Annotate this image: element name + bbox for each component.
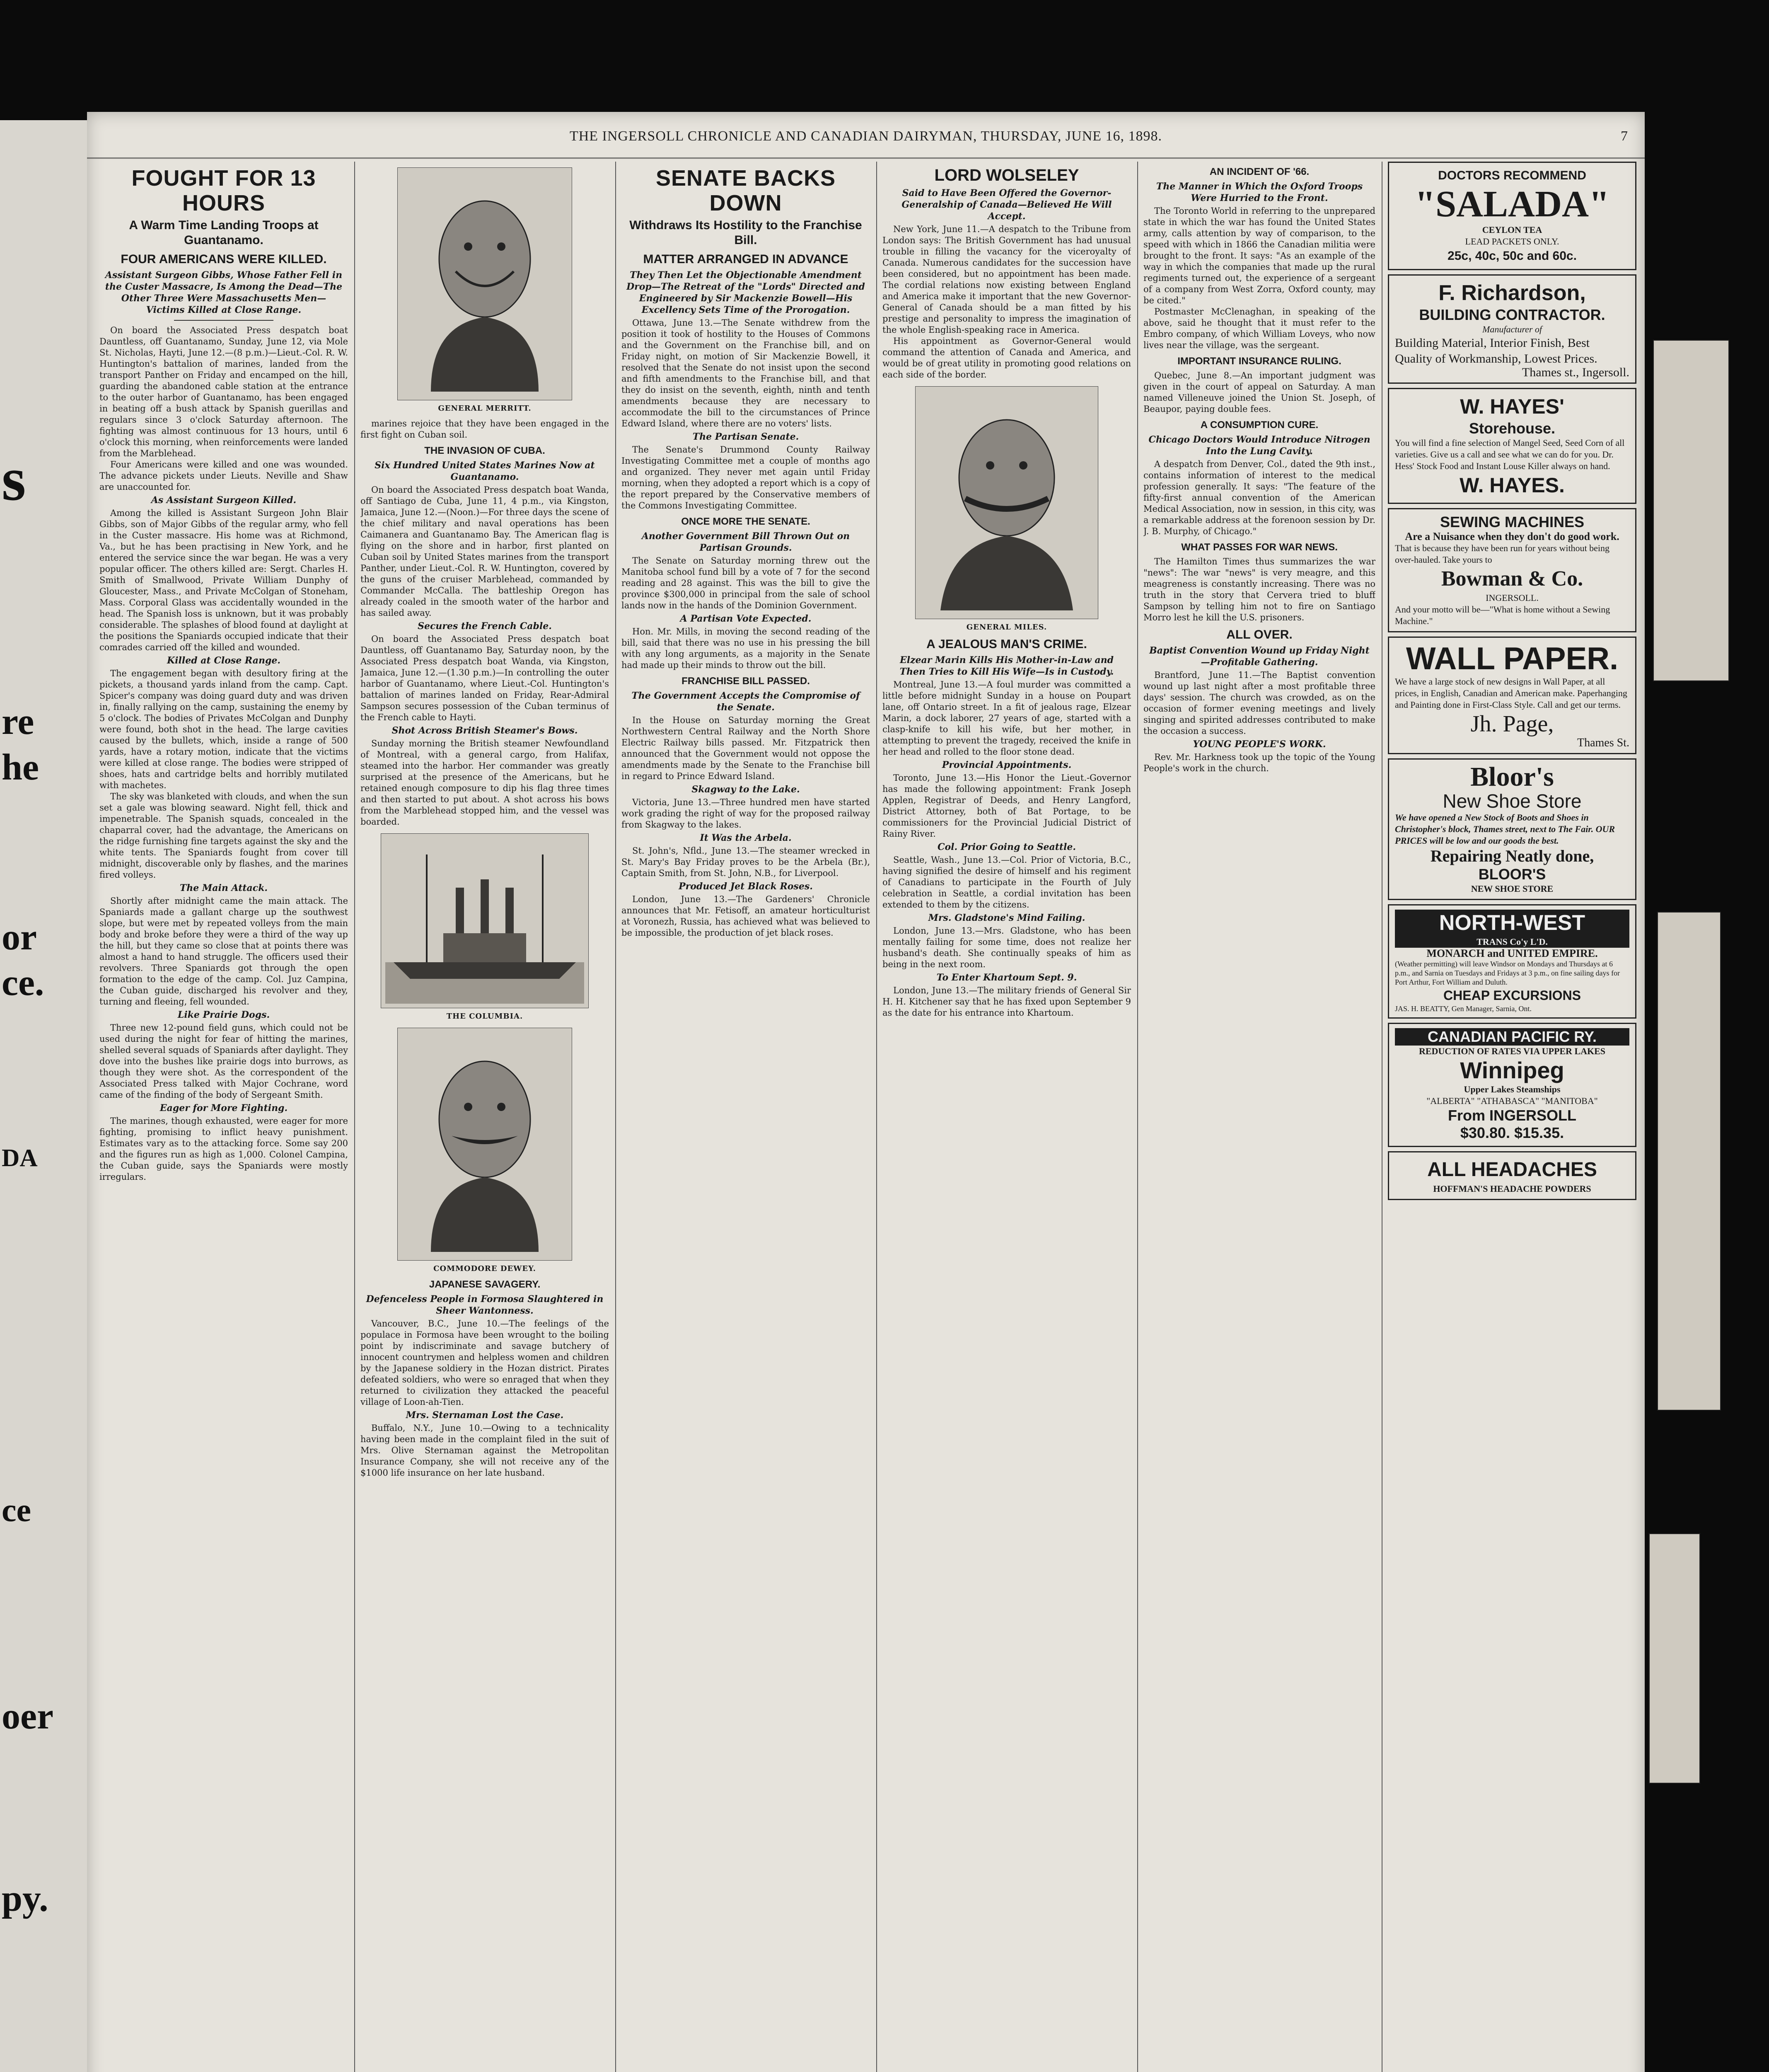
headline-once-more: ONCE MORE THE SENATE. — [681, 516, 810, 527]
ad-text: We have a large stock of new designs in Wall Paper, at all prices, in English, Canadian and American make. Paperhanging and Painting done in First-Class Style. Call and get our terms. — [1395, 676, 1627, 710]
article-paragraph: The sky was blanketed with clouds, and when the sun set a gale was blowing seaward. Night fell, thick and impenetrable. The Spanish squads, concealed in the chaparral cover, had the advantage, the Americans on the ridge furnishing fine targets against the sky and the white tents. The Spaniards fought from cover till midnight, discoverable only by flashes, and the marines fired volleys. — [99, 792, 348, 880]
headline-all-over: ALL OVER. — [1226, 628, 1293, 641]
article-paragraph: Seattle, Wash., June 13.—Col. Prior of Victoria, B.C., having signified the desire of himself and his regiment of Canadians to participate in the Fourth of July celebration in Seattle, a cordial invitation has been extended to them by the citizens. — [882, 855, 1131, 910]
ad-text: "ALBERTA" "ATHABASCA" "MANITOBA" — [1426, 1096, 1598, 1106]
ad-cpr — [1388, 1023, 1636, 1147]
ad-text: NEW SHOE STORE — [1471, 884, 1554, 894]
ad-heading: WALL PAPER. — [1406, 641, 1619, 676]
subhead: Withdraws Its Hostility to the Franchise Bill. — [629, 218, 862, 247]
ad-richardson — [1388, 274, 1636, 384]
ad-text: HOFFMAN'S HEADACHE POWDERS — [1433, 1184, 1591, 1194]
section-heading: Like Prairie Dogs. — [177, 1009, 270, 1020]
deck: They Then Let the Objectionable Amendment Drop—The Retreat of the "Lords" Directed and Engineered by Sir Mackenzie Bowell—His Excellency Sets Time of the Prorogation. — [626, 270, 865, 315]
deck: The Manner in Which the Oxford Troops Were Hurried to the Front. — [1156, 181, 1363, 203]
article-paragraph: New York, June 11.—A despatch to the Tribune from London says: The British Government has had unusual trouble in filling the vacancy for the viceroyalty of Canada. Numerous candidates for the succession have been considered, but no appointment has been made. The cordial relations now existing between England and America make it important that the new Governor-General of Canada should be a man fitted by his prestige and personality to impress the imagination of the whole English-speaking race in America. — [882, 224, 1131, 335]
section-heading: As Assistant Surgeon Killed. — [151, 495, 297, 506]
article-paragraph: St. John's, Nfld., June 13.—The steamer wrecked in St. Mary's Bay Friday proves to be the Arbela (Br.), Captain Smith, from St. John, N.B., for Liverpool. — [621, 846, 870, 878]
article-paragraph: On board the Associated Press despatch boat Dauntless, off Guantanamo Bay, Saturday noon, by the Associated Press despatch boat Wanda, via Kingston, Jamaica, June 12.—(1.30 p.m.)—In controlling the outer harbor of Guantanamo, where Lieut.-Col. Huntington's battalion of marines landed on Friday, Rear-Admiral Sampson secures possession of the Cuban terminus of the French cable to Hayti. — [360, 634, 609, 722]
headline-invasion: THE INVASION OF CUBA. — [424, 445, 545, 456]
article-paragraph: Victoria, June 13.—Three hundred men have started work grading the right of way for the proposed railway from Skagway to the lakes. — [621, 797, 870, 830]
ad-heading: Bloor's — [1470, 762, 1554, 792]
ad-heading: NORTH-WEST — [1395, 910, 1629, 936]
ad-heading: Winnipeg — [1460, 1057, 1564, 1083]
deck: The Government Accepts the Compromise of the Senate. — [631, 690, 860, 713]
masthead — [87, 128, 1645, 159]
article-paragraph: The Senate's Drummond County Railway Investigating Committee met a couple of months ago and organized. They never met again until Friday morning, when they adopted a report which is a copy of the report prepared by the Conservative members of the Commons Investigating Committee. — [621, 445, 870, 511]
article-paragraph: Ottawa, June 13.—The Senate withdrew from the position it took of hostility to the Houses of Commons and the Government on the Franchise bill, and on Friday night, on motion of Sir Mackenzie Bowell, it resolved that the Senate do not insist upon the second and fifth amendments to the Franchise bill, and that they do insist on the seventh, eighth, ninth and tenth amendments because they are necessary to accommodate the bill to the circumstances of Prince Edward Island, where there are no voters' lists. — [621, 318, 870, 428]
page-number: 7 — [1621, 128, 1628, 144]
deck: Baptist Convention Wound up Friday Night—Profitable Gathering. — [1149, 645, 1370, 668]
ad-text: $30.80. $15.35. — [1460, 1124, 1564, 1141]
ad-text: And your motto will be—"What is home without a Sewing Machine." — [1395, 604, 1610, 626]
article-paragraph: Hon. Mr. Mills, in moving the second reading of the bill, said that there was no use in his pressing the bill with any long arguments, as a majority in the Senate had made up their minds to throw out the bill. — [621, 627, 870, 670]
ad-text: CEYLON TEA — [1482, 225, 1542, 235]
deck: Six Hundred United States Marines Now at Guantanamo. — [375, 460, 595, 482]
section-heading: Mrs. Gladstone's Mind Failing. — [928, 913, 1085, 923]
headline-senate: SENATE BACKS DOWN — [655, 166, 836, 215]
ad-text: DOCTORS RECOMMEND — [1438, 169, 1586, 182]
headline-incident: AN INCIDENT OF '66. — [1209, 166, 1310, 177]
section-heading: The Main Attack. — [179, 883, 268, 893]
ad-text: New Shoe Store — [1443, 790, 1582, 812]
article-paragraph: Brantford, June 11.—The Baptist convention wound up last night after a most profitable three days' session. The church was crowded, as on the occasion of former evening meetings and lively singing and spirited addresses contributed to make the occasion a success. — [1143, 670, 1375, 736]
subhead-advance: MATTER ARRANGED IN ADVANCE — [643, 252, 848, 266]
ad-heading: SEWING MACHINES — [1440, 513, 1584, 530]
article-paragraph: On board the Associated Press despatch boat Dauntless, off Guantanamo, Sunday, June 12, via Mole St. Nicholas, Hayti, June 12.—(8 p.m.)—Lieut.-Col. R. W. Huntington's battalion of marines, landed from the transport Panther on Friday and encamped on the hill, guarding the abandoned cable station at the entrance to the outer harbor of Guantanamo, has been engaged in beating off a bush attack by Spanish guerillas and regulars since 3 o'clock Saturday afternoon. The fighting was almost continuous for 13 hours, until 6 o'clock this morning, when reinforcements were landed from the Marblehead. — [99, 325, 348, 458]
section-heading: To Enter Khartoum Sept. 9. — [936, 972, 1077, 983]
article-paragraph: The Senate on Saturday morning threw out the Manitoba school fund bill by a vote of 7 for the second reading and 28 against. This was the bill to give the province $300,000 in principal from the sale of school lands now in the hands of the Dominion Government. — [621, 556, 870, 610]
article-paragraph: London, June 13.—The Gardeners' Chronicle announces that Mr. Fetisoff, an amateur horticulturist at Voronezh, Russia, has achieved what was believed to be impossible, the production of jet black roses. — [621, 894, 870, 938]
section-heading: It Was the Arbela. — [700, 833, 792, 843]
article-paragraph: Rev. Mr. Harkness took up the topic of the Young People's work in the church. — [1143, 752, 1375, 773]
ad-heading: CANADIAN PACIFIC RY. — [1395, 1028, 1629, 1046]
fragment-text: oer — [2, 1696, 53, 1737]
article-paragraph: Vancouver, B.C., June 10.—The feelings of the populace in Formosa have been wrought to the boiling point by indiscriminate and savage butchery of innocent countrymen and helpless women and children by the Japanese soldiery in the Hozan district. Pirates defeated soldiers, who were so enraged that when they returned to civilization they attacked the peaceful village of Loon-ah-Tien. — [360, 1319, 609, 1407]
right-margin — [1645, 124, 1769, 2072]
article-paragraph: A despatch from Denver, Col., dated the 9th inst., contains information of interest to the medical profession generally. It says: "The feature of the fifty-first annual convention of the American Medical Association, now in session, in this city, was a remarkable address at the forenoon session by Dr. J. B. Murphy, of Chicago." — [1143, 459, 1375, 536]
ad-text: TRANS Co'y L'D. — [1395, 936, 1629, 948]
article-paragraph: Montreal, June 13.—A foul murder was committed a little before midnight Sunday in a house on Poupart lane, off Ontario street. In a fit of jealous rage, Elzear Marin, a dock laborer, 27 years of age, started with a clasp-knife to kill his wife, but her mother, in attempting to prevent the tragedy, received the knife in her head and rolled to the floor stone dead. — [882, 680, 1131, 757]
ad-text: From INGERSOLL — [1448, 1107, 1576, 1124]
ad-bloor — [1388, 758, 1636, 900]
ad-text: 25c, 40c, 50c and 60c. — [1448, 249, 1577, 263]
section-heading: Secures the French Cable. — [418, 621, 552, 632]
fragment-text: re — [2, 701, 34, 742]
fragment-text: DA — [2, 1144, 38, 1172]
ad-heading: F. Richardson, — [1438, 281, 1586, 305]
article-paragraph: The marines, though exhausted, were eager for more fighting, promising to inflict heavy punishment. Estimates vary as to the attacking force. Some say 200 and the figures run as high as 1,000. Colonel Campina, the Cuban guide, says the Spaniards were mostly irregulars. — [99, 1116, 348, 1182]
headline-franchise: FRANCHISE BILL PASSED. — [682, 675, 810, 687]
deck: Chicago Doctors Would Introduce Nitrogen Into the Lung Cavity. — [1148, 434, 1370, 457]
article-paragraph: Postmaster McClenaghan, in speaking of the above, said he thought that it must refer to the Embro company, of which William Loveys, who now lives near the village, was the sergeant. — [1143, 307, 1375, 350]
ad-text: Repairing Neatly done, — [1430, 847, 1594, 865]
column-2 — [360, 162, 609, 2072]
salada-brand: "SALADA" — [1415, 184, 1610, 225]
subhead-killed: FOUR AMERICANS WERE KILLED. — [121, 252, 327, 266]
deck: Elzear Marin Kills His Mother-in-Law and Then Tries to Kill His Wife—Is in Custody. — [899, 655, 1114, 677]
ad-text: Are a Nuisance when they don't do good work. — [1405, 530, 1619, 542]
headline-cure: A CONSUMPTION CURE. — [1200, 419, 1319, 431]
column-1 — [99, 162, 348, 2072]
column-3 — [621, 162, 870, 2072]
section-heading: Produced Jet Black Roses. — [679, 881, 813, 892]
article-paragraph: Among the killed is Assistant Surgeon John Blair Gibbs, son of Major Gibbs of the regular army, who fell in the Custer massacre. His home was at Richmond, Va., but he has been practising in New York, and he entered the service since the war began. He was a very popular officer. The others killed are: Sergt. Charles H. Smith of Smallwood, Private William Dunphy of Gloucester, Mass., and Private McColgan of Stoneham, Mass. Corporal Glass was accidentally wounded in the head. The Spanish loss is unknown, but it was probably considerable. The splashes of blood found at daylight at the positions the Spaniards occupied indicate that their comrades carried off the killed and wounded. — [99, 508, 348, 652]
ad-text: REDUCTION OF RATES VIA UPPER LAKES — [1419, 1046, 1606, 1056]
section-heading: Col. Prior Going to Seattle. — [937, 842, 1076, 852]
column-5 — [1143, 162, 1375, 2072]
section-heading: Eager for More Fighting. — [160, 1103, 288, 1113]
article-paragraph: The Toronto World in referring to the unprepared state in which the war has found the United States army, calls attention by way of comparison, to the speed with which in 1866 the Canadian militia were brought to the front. It says: "As an example of the way in which the companies that made up the rural regiments turned out, the experience of a sergeant of a company from West Zorra, Oxford county, may be cited." — [1143, 206, 1375, 305]
caption-miles: GENERAL MILES. — [966, 623, 1047, 632]
ad-text: We have opened a New Stock of Boots and Shoes in Christopher's block, Thames street, next to The Fair. OUR PRICES will be low and our goods the best. — [1395, 812, 1615, 846]
article-paragraph: In the House on Saturday morning the Great Northwestern Central Railway and the North Shore Electric Railway bills passed. Mr. Fitzpatrick then announced that the Government would not oppose the amendments made by the Senate to the Franchise bill in regard to Prince Edward Island. — [621, 715, 870, 781]
fragment-text: py. — [2, 1878, 48, 1919]
deck: Another Government Bill Thrown Out on Partisan Grounds. — [641, 531, 850, 553]
section-heading: Shot Across British Steamer's Bows. — [392, 725, 578, 736]
article-paragraph: Buffalo, N.Y., June 10.—Owing to a technicality having been made in the complaint filed in the suit of Mrs. Olive Sternaman against the Metropolitan Insurance Company, she will not receive any of the $1000 life insurance on her late husband. — [360, 1423, 609, 1478]
article-paragraph: London, June 13.—The military friends of General Sir H. H. Kitchener say that he has fixed upon September 9 as the date for his entrance into Khartoum. — [882, 985, 1131, 1018]
article-paragraph: His appointment as Governor-General would command the attention of Canada and America, and would be of great utility in promoting good relations on each side of the border. — [882, 336, 1131, 380]
fragment-text: ce — [2, 1492, 31, 1529]
ad-text: That is because they have been run for years without being over-hauled. Take yours to — [1395, 543, 1610, 565]
section-heading: Skagway to the Lake. — [691, 784, 800, 795]
ad-text: Upper Lakes Steamships — [1464, 1084, 1561, 1094]
fragment-text: he — [2, 747, 39, 788]
article-paragraph: Sunday morning the British steamer Newfoundland of Montreal, with a general cargo, from Halifax, steamed into the harbor. Her commander was greatly surprised at the presence of the Americans, but he retained enough composure to dip his flag three times and then started to put about. A shot across his bows from the Marblehead stopped him, and the vessel was boarded. — [360, 738, 609, 827]
caption-columbia: THE COLUMBIA. — [446, 1012, 523, 1021]
ad-text: BLOOR'S — [1478, 866, 1546, 883]
fragment-text: s — [2, 445, 26, 513]
section-heading: A Partisan Vote Expected. — [680, 613, 812, 624]
ad-heading: Bowman & Co. — [1441, 567, 1583, 591]
ad-wallpaper — [1388, 637, 1636, 754]
ad-text: (Weather permitting) will leave Windsor on Mondays and Thursdays at 6 p.m., and Sarnia on Tuesdays and Fridays at 3 p.m., on fine sailing days for Port Arthur, Fort William and Duluth. — [1395, 960, 1620, 986]
headline-insurance: IMPORTANT INSURANCE RULING. — [1177, 356, 1341, 367]
caption-dewey: COMMODORE DEWEY. — [433, 1264, 536, 1273]
article-paragraph: Four Americans were killed and one was wounded. The advance pickets under Lieuts. Neville and Shaw are unaccounted for. — [99, 460, 348, 492]
caption-merritt: GENERAL MERRITT. — [438, 404, 532, 413]
headline-wolseley: LORD WOLSELEY — [934, 166, 1079, 184]
ad-hayes — [1388, 388, 1636, 504]
article-paragraph: Quebec, June 8.—An important judgment was given in the court of appeal on Saturday. A man named Villeneuve joined the Union St. Joseph, of Beaupor, paying double fees. — [1143, 370, 1375, 414]
ad-text: Storehouse. — [1469, 420, 1556, 437]
ad-text: Building Material, Interior Finish, Best Quality of Workmanship, Lowest Prices. — [1395, 336, 1597, 366]
ad-text: JAS. H. BEATTY, Gen Manager, Sarnia, Ont. — [1395, 1005, 1532, 1013]
section-heading: Mrs. Sternaman Lost the Case. — [406, 1410, 564, 1421]
article-paragraph: The Hamilton Times thus summarizes the war "news": The war "news" is very meagre, and this meagreness is constantly increasing. There was no truth in the story that Cervera tried to bluff Sampson by telling him not to fire on Santiago Morro lest he kill the U.S. prisoners. — [1143, 557, 1375, 622]
headline-japanese: JAPANESE SAVAGERY. — [429, 1279, 541, 1290]
headline-jealous: A JEALOUS MAN'S CRIME. — [926, 637, 1087, 651]
column-4 — [882, 162, 1131, 2072]
left-page-fragment — [0, 120, 88, 2072]
article-paragraph: Shortly after midnight came the main attack. The Spaniards made a gallant charge up the southwest slope, but were met by repeated volleys from the main body and broke before they were a third of the way up the hill, but they came so close that at points there was almost a hand to hand struggle. The officers used their revolvers. Three Spaniards got through the open formation to the edge of the camp. Col. Juz Campina, the Cuban guide, discharged his revolver and they, turning and fleeing, fell wounded. — [99, 896, 348, 1007]
ad-text: CHEAP EXCURSIONS — [1443, 988, 1581, 1003]
portrait-miles — [915, 386, 1098, 619]
deck: Assistant Surgeon Gibbs, Whose Father Fell in the Custer Massacre, Is Among the Dead—The Other Three Were Massachusetts Men—Victims Killed at Close Range. — [105, 270, 343, 315]
fragment-text: ce. — [2, 962, 44, 1003]
article-paragraph: On board the Associated Press despatch boat Wanda, off Santiago de Cuba, June 11, 4 p.m., via Kingston, Jamaica, June 12.—(Noon.)—For three days the scene of the chief military and naval operations has been Caimanera and Guantanamo Bay. The American flag is flying on the shore and in harbor, first planted on Cuban soil by United States marines from the transport Panther, under Lieut.-Col. R. W. Huntington, covered by the guns of the cruiser Marblehead, commanded by Commander McCalla. The battleship Oregon has already coaled in the smooth water of the harbor and has sailed away. — [360, 485, 609, 618]
article-paragraph: The engagement began with desultory firing at the pickets, a thousand yards inland from the camp. Capt. Spicer's company was doing guard duty and was driven in, finally rallying on the camp, sustaining the enemy by 5 o'clock. The bodies of Privates McColgan and Dunphy were found, both shot in the head. The large cavities caused by the bullets, which, inside a range of 500 yards, have a rotary motion, indicate that the victims were killed at close range. The bodies were stripped of shoes, hats and cartridge belts and horribly mutilated with machetes. — [99, 668, 348, 790]
illustration-columbia — [381, 833, 589, 1008]
article-paragraph: Toronto, June 13.—His Honor the Lieut.-Governor has made the following appointment: Frank Joseph Applen, Registrar of Deeds, and Henry Langford, District Attorney, both of Bat Portage, to be commissioners for the Provincial Judicial District of Rainy River. — [882, 773, 1131, 839]
ad-sewing — [1388, 508, 1636, 632]
ad-heading: Jh. Page, — [1470, 711, 1554, 737]
ad-heading: W. HAYES. — [1460, 474, 1565, 497]
section-heading: The Partisan Senate. — [692, 431, 799, 442]
section-heading: YOUNG PEOPLE'S WORK. — [1193, 739, 1326, 750]
portrait-dewey — [397, 1028, 572, 1261]
deck: Said to Have Been Offered the Governor-Generalship of Canada—Believed He Will Accept. — [901, 188, 1112, 222]
ad-text: INGERSOLL. — [1486, 593, 1539, 603]
deck: Defenceless People in Formosa Slaughtered in Sheer Wantonness. — [366, 1294, 604, 1316]
ad-northwest — [1388, 904, 1636, 1019]
headline-fought: FOUGHT FOR 13 HOURS — [131, 166, 316, 215]
ad-text: Thames St. — [1577, 736, 1629, 749]
ad-headaches — [1388, 1151, 1636, 1200]
section-heading: Killed at Close Range. — [167, 655, 280, 666]
ad-salada — [1388, 162, 1636, 270]
article-paragraph: marines rejoice that they have been engaged in the first fight on Cuban soil. — [360, 419, 609, 440]
portrait-merritt — [397, 167, 572, 400]
masthead-title: THE INGERSOLL CHRONICLE AND CANADIAN DAIRYMAN, THURSDAY, JUNE 16, 1898. — [569, 128, 1162, 144]
ad-text: Thames st., Ingersoll. — [1522, 366, 1629, 379]
section-heading: Provincial Appointments. — [942, 760, 1072, 770]
column-ads — [1388, 162, 1636, 2072]
fragment-text: or — [2, 917, 37, 958]
ad-heading: ALL HEADACHES — [1427, 1159, 1597, 1181]
subhead: A Warm Time Landing Troops at Guantanamo. — [129, 218, 319, 247]
ad-text: You will find a fine selection of Mangel Seed, Seed Corn of all varieties. Give us a call and see what we can do for you. Dr. Hess' Stock Food and Instant Louse Killer always on hand. — [1395, 438, 1625, 471]
ad-heading: W. HAYES' — [1460, 395, 1564, 418]
newspaper-page — [87, 112, 1645, 2072]
ad-text: BUILDING CONTRACTOR. — [1419, 306, 1605, 323]
ad-text: MONARCH and UNITED EMPIRE. — [1426, 947, 1598, 959]
article-paragraph: London, June 13.—Mrs. Gladstone, who has been mentally failing for some time, does not realize her husband's death. She continually speaks of him as being in the next room. — [882, 926, 1131, 969]
article-paragraph: Three new 12-pound field guns, which could not be used during the night for fear of hitting the marines, shelled several squads of Spaniards after daylight. They dove into the bushes like prairie dogs into burrows, as though they were shot. As the correspondent of the Associated Press talked with Major Cochrane, word came of the finding of the body of Sergeant Smith. — [99, 1023, 348, 1100]
ad-text: LEAD PACKETS ONLY. — [1465, 236, 1559, 247]
headline-war-news: WHAT PASSES FOR WAR NEWS. — [1181, 542, 1338, 553]
ad-text: Manufacturer of — [1482, 324, 1542, 334]
